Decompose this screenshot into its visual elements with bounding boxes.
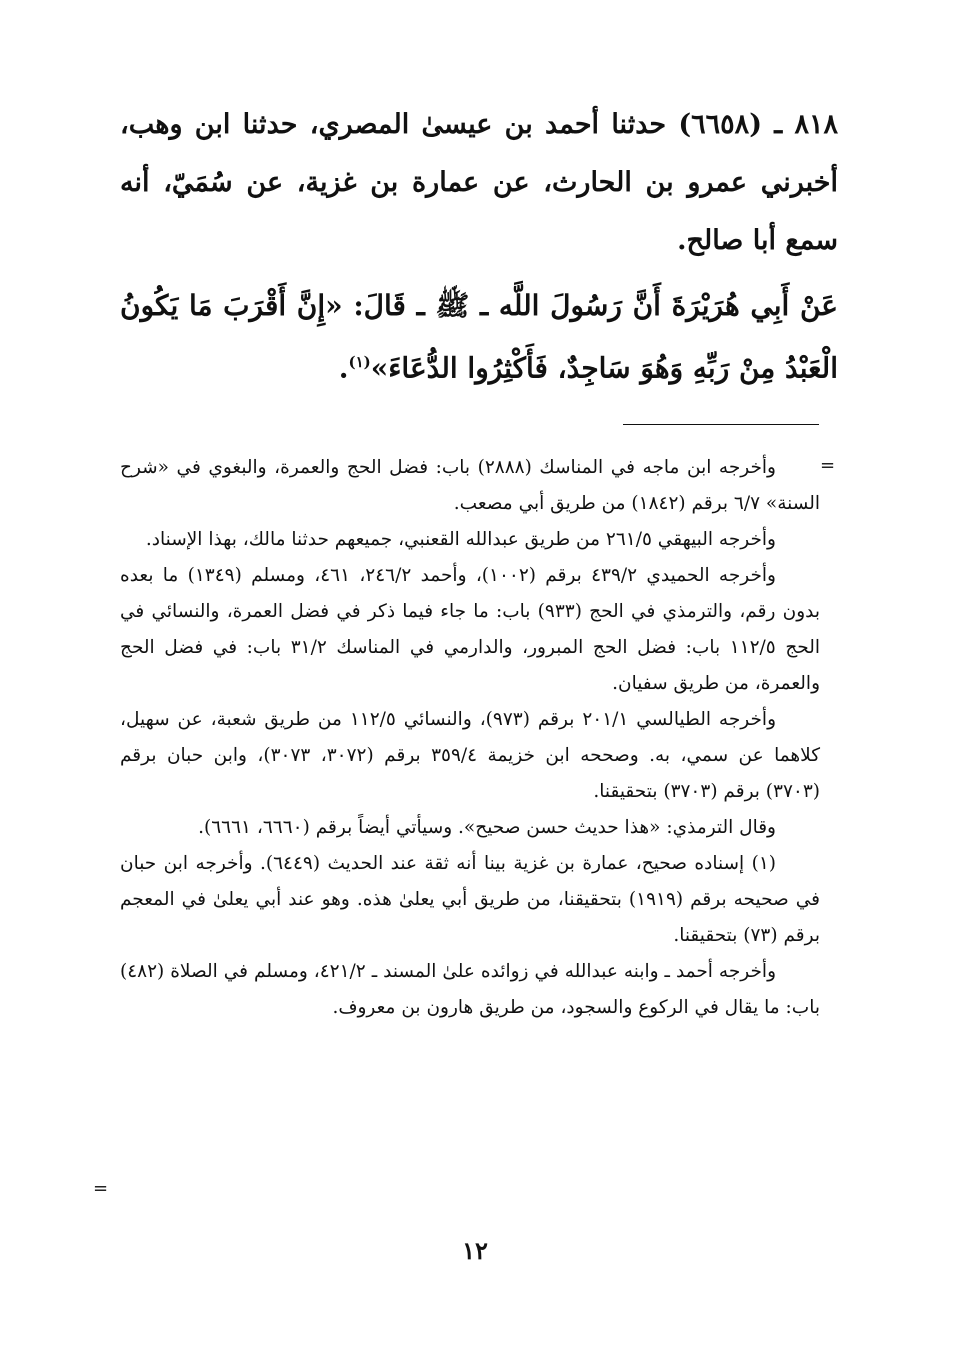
page-number: ١٢: [462, 1236, 488, 1265]
continuation-mark-bottom: =: [93, 1178, 109, 1199]
hadith-matn: عَنْ أَبِي هُرَيْرَةَ أَنَّ رَسُولَ اللَّه ـ ﷺ ـ قَالَ: «إِنَّ أَقْرَبَ مَا يَكُونُ الْعَبْدُ مِنْ رَبِّهِ وَهُوَ سَاجِدٌ، فَأَكْثِرُوا الدُّعَاءَ»: [120, 289, 838, 385]
footnote-paragraph: وأخرجه الحميدي ٤٣٩/٢ برقم (١٠٠٢)، وأحمد ٢٤٦/٢، ٤٦١، ومسلم (١٣٤٩) ما بعده بدون رقم، والترمذي في الحج (٩٣٣) باب: ما جاء فيما ذكر في فضل العمرة، والنسائي في الحج ١١٢/٥ باب: فضل الحج المبرور، والدارمي في المناسك ٣١/٢ باب: في فضل الحج والعمرة، من طريق سفيان.: [120, 565, 821, 694]
matn-end: .: [338, 351, 349, 385]
hadith-main-text: [120, 96, 838, 396]
hadith-chain: ٨١٨ ـ (٦٦٥٨) حدثنا أحمد بن عيسىٰ المصري، حدثنا ابن وهب، أخبرني عمرو بن الحارث، عن عمارة بن غزية، عن سُمَيّ، أنه سمع أبا صالح.: [120, 109, 838, 256]
continuation-mark-top: =: [820, 455, 836, 476]
footnote-paragraph: وأخرجه ابن ماجه في المناسك (٢٨٨٨) باب: فضل الحج والعمرة، والبغوي في «شرح السنة» ٦/٧ برقم (١٨٤٢) من طريق أبي مصعب.: [120, 457, 820, 514]
footnote-paragraph: وأخرجه أحمد ـ وابنه عبدالله في زوائده علىٰ المسند ـ ٤٢١/٢، ومسلم في الصلاة (٤٨٢) باب: ما يقال في الركوع والسجود، من طريق هارون بن معروف.: [120, 961, 820, 1018]
hadith-matn-paragraph: [120, 278, 838, 396]
footnote-paragraph: وقال الترمذي: «هذا حديث حسن صحيح». وسيأتي أيضاً برقم (٦٦٦٠، ٦٦٦١).: [198, 817, 776, 838]
footnote-divider: [623, 424, 819, 425]
footnote-paragraph: وأخرجه البيهقي ٢٦١/٥ من طريق عبدالله القعنبي، جميعهم حدثنا مالك، بهذا الإسناد.: [145, 529, 776, 550]
footnote-paragraph: وأخرجه الطيالسي ٢٠١/١ برقم (٩٧٣)، والنسائي ١١٢/٥ من طريق شعبة، عن سهيل، كلاهما عن سمي، به. وصححه ابن خزيمة ٣٥٩/٤ برقم (٣٠٧٢، ٣٠٧٣)، وابن حبان برقم (٣٧٠٣) برقم (٣٧٠٣) بتحقيقنا.: [120, 709, 821, 802]
footnote-paragraph: (١) إسناده صحيح، عمارة بن غزية بينا أنه ثقة عند الحديث (٦٤٤٩). وأخرجه ابن حبان في صحيحه برقم (١٩١٩) بتحقيقنا، من طريق أبي يعلىٰ هذه. وهو عند أبي يعلىٰ في المعجم برقم (٧٣) بتحقيقنا.: [120, 853, 820, 946]
footnote-reference[interactable]: (١): [348, 353, 371, 371]
footnotes: [120, 450, 820, 1026]
